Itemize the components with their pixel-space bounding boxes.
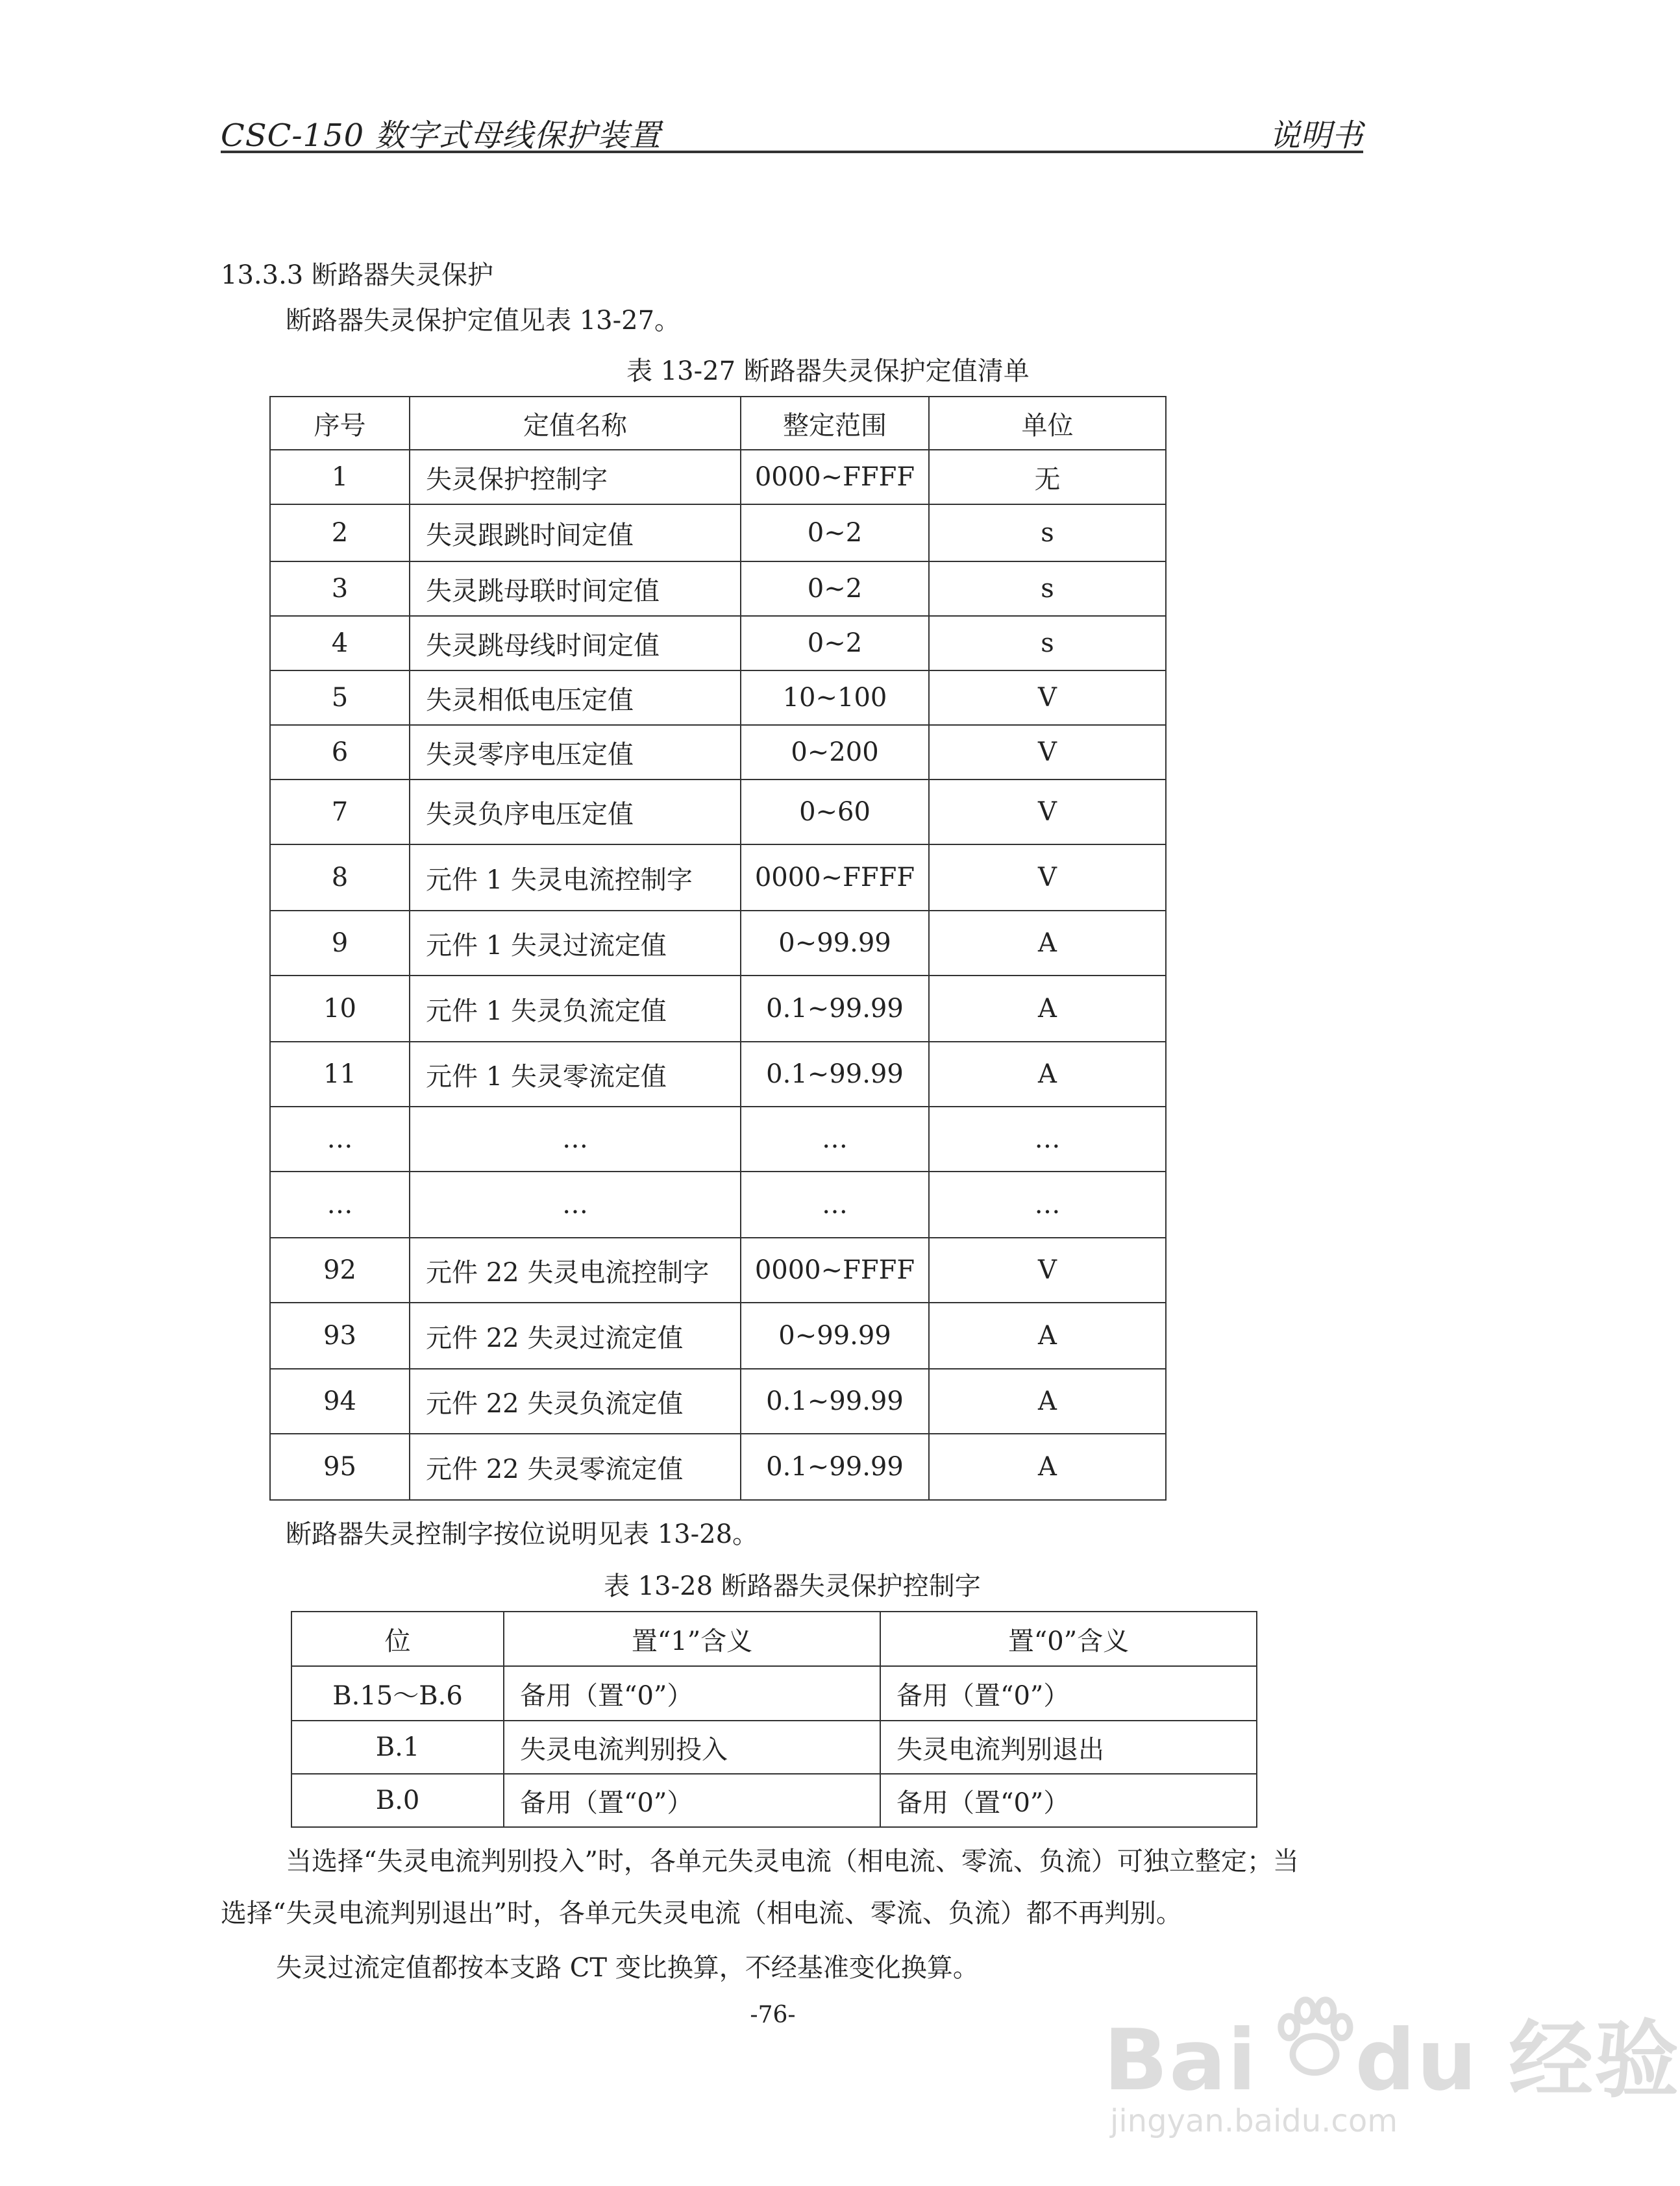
cell-unit: … [929, 1107, 1166, 1172]
cell-range: 0~2 [741, 561, 929, 616]
baidu-watermark [1104, 1993, 1680, 2148]
watermark-logo [1104, 1993, 1680, 2114]
table-header-row [291, 1612, 1257, 1666]
cell-range: 0.1~99.99 [741, 1369, 929, 1434]
settings-table [269, 396, 1167, 1501]
table2-reference: 断路器失灵控制字按位说明见表 13-28。 [286, 1519, 759, 1549]
table-row [270, 1434, 1166, 1500]
cell-bit: B.15～B.6 [291, 1666, 504, 1721]
cell-range: 0.1~99.99 [741, 976, 929, 1042]
cell-range: 0~60 [741, 780, 929, 844]
table-row [270, 616, 1166, 670]
cell-set1-meaning: 备用（置“0”） [504, 1774, 880, 1827]
cell-unit: A [929, 976, 1166, 1042]
column-header: 置“1”含义 [504, 1612, 880, 1666]
body-paragraph-line2: 选择“失灵电流判别退出”时，各单元失灵电流（相电流、零流、负流）都不再判别。 [221, 1898, 1182, 1928]
cell-setting-name: 失灵跟跳时间定值 [410, 504, 741, 561]
cell-range: 0.1~99.99 [741, 1434, 929, 1500]
cell-unit: s [929, 561, 1166, 616]
cell-setting-name: 失灵负序电压定值 [410, 780, 741, 844]
cell-setting-name: 元件 22 失灵过流定值 [410, 1303, 741, 1369]
table1-caption: 表 13-27 断路器失灵保护定值清单 [626, 356, 1030, 386]
table-row [270, 1369, 1166, 1434]
cell-setting-name: 失灵保护控制字 [410, 450, 741, 504]
cell-setting-name: 失灵相低电压定值 [410, 670, 741, 725]
table-row [270, 1303, 1166, 1369]
cell-range: 0~200 [741, 725, 929, 780]
cell-range: 0~2 [741, 504, 929, 561]
cell-set0-meaning: 失灵电流判别退出 [880, 1721, 1257, 1774]
cell-unit: A [929, 1369, 1166, 1434]
cell-range: … [741, 1172, 929, 1238]
paw-icon [1269, 1993, 1360, 2083]
cell-index: 3 [270, 561, 410, 616]
cell-range: 0~99.99 [741, 1303, 929, 1369]
section-heading: 13.3.3 断路器失灵保护 [221, 260, 493, 290]
table-row [270, 844, 1166, 911]
column-header: 位 [291, 1612, 504, 1666]
cell-bit: B.0 [291, 1774, 504, 1827]
table-row [270, 1238, 1166, 1303]
section-intro: 断路器失灵保护定值见表 13-27。 [286, 306, 681, 336]
cell-index: … [270, 1172, 410, 1238]
table-row [270, 1042, 1166, 1107]
cell-unit: … [929, 1172, 1166, 1238]
cell-setting-name: 元件 22 失灵电流控制字 [410, 1238, 741, 1303]
cell-range: 0.1~99.99 [741, 1042, 929, 1107]
table-row [270, 450, 1166, 504]
cell-index: 8 [270, 844, 410, 911]
cell-unit: s [929, 616, 1166, 670]
column-header: 序号 [270, 397, 410, 450]
cell-setting-name: 元件 1 失灵电流控制字 [410, 844, 741, 911]
cell-unit: V [929, 1238, 1166, 1303]
cell-unit: A [929, 1042, 1166, 1107]
cell-index: 2 [270, 504, 410, 561]
header-divider [221, 151, 1363, 153]
table-row [270, 561, 1166, 616]
cell-range: 10~100 [741, 670, 929, 725]
watermark-logo-right: du 经验 [1355, 2011, 1680, 2109]
cell-range: 0000~FFFF [741, 1238, 929, 1303]
body-paragraph-line1: 当选择“失灵电流判别投入”时，各单元失灵电流（相电流、零流、负流）可独立整定；当 [286, 1847, 1299, 1876]
cell-range: 0~99.99 [741, 911, 929, 976]
cell-unit: V [929, 844, 1166, 911]
column-header: 整定范围 [741, 397, 929, 450]
cell-index: 93 [270, 1303, 410, 1369]
cell-range: 0~2 [741, 616, 929, 670]
cell-index: 11 [270, 1042, 410, 1107]
cell-index: 5 [270, 670, 410, 725]
table-row-ellipsis [270, 1172, 1166, 1238]
cell-setting-name: 元件 1 失灵过流定值 [410, 911, 741, 976]
cell-set1-meaning: 备用（置“0”） [504, 1666, 880, 1721]
cell-set0-meaning: 备用（置“0”） [880, 1774, 1257, 1827]
cell-index: 6 [270, 725, 410, 780]
cell-index: 94 [270, 1369, 410, 1434]
cell-set0-meaning: 备用（置“0”） [880, 1666, 1257, 1721]
cell-set1-meaning: 失灵电流判别投入 [504, 1721, 880, 1774]
cell-setting-name: 元件 22 失灵零流定值 [410, 1434, 741, 1500]
page-number: -76- [750, 2002, 796, 2028]
cell-unit: V [929, 780, 1166, 844]
cell-setting-name: 元件 1 失灵负流定值 [410, 976, 741, 1042]
cell-unit: V [929, 725, 1166, 780]
column-header: 单位 [929, 397, 1166, 450]
table-row [291, 1774, 1257, 1827]
table-row [270, 911, 1166, 976]
cell-range: 0000~FFFF [741, 450, 929, 504]
cell-index: 4 [270, 616, 410, 670]
cell-unit: 无 [929, 450, 1166, 504]
cell-bit: B.1 [291, 1721, 504, 1774]
control-word-table [291, 1611, 1257, 1828]
cell-range: … [741, 1107, 929, 1172]
cell-index: 95 [270, 1434, 410, 1500]
header-title: CSC-150 数字式母线保护装置 [221, 117, 661, 154]
header-doc-type: 说明书 [1268, 117, 1363, 154]
cell-index: 7 [270, 780, 410, 844]
table-row [270, 976, 1166, 1042]
cell-setting-name: 失灵零序电压定值 [410, 725, 741, 780]
cell-index: 10 [270, 976, 410, 1042]
table2-caption: 表 13-28 断路器失灵保护控制字 [604, 1571, 981, 1601]
column-header: 置“0”含义 [880, 1612, 1257, 1666]
column-header: 定值名称 [410, 397, 741, 450]
cell-setting-name: 失灵跳母联时间定值 [410, 561, 741, 616]
cell-setting-name: 失灵跳母线时间定值 [410, 616, 741, 670]
body-paragraph-line3: 失灵过流定值都按本支路 CT 变比换算，不经基准变化换算。 [276, 1953, 979, 1983]
table-row [270, 725, 1166, 780]
watermark-url: jingyan.baidu.com [1110, 2103, 1398, 2139]
cell-setting-name: … [410, 1107, 741, 1172]
cell-unit: A [929, 1434, 1166, 1500]
table-row [291, 1666, 1257, 1721]
cell-setting-name: 元件 22 失灵负流定值 [410, 1369, 741, 1434]
table-row [270, 670, 1166, 725]
cell-index: 1 [270, 450, 410, 504]
cell-setting-name: 元件 1 失灵零流定值 [410, 1042, 741, 1107]
table-row [270, 780, 1166, 844]
table-row [270, 504, 1166, 561]
cell-unit: s [929, 504, 1166, 561]
table-row-ellipsis [270, 1107, 1166, 1172]
cell-index: 9 [270, 911, 410, 976]
cell-range: 0000~FFFF [741, 844, 929, 911]
table-row [291, 1721, 1257, 1774]
cell-unit: V [929, 670, 1166, 725]
cell-unit: A [929, 1303, 1166, 1369]
watermark-logo-left: Bai [1104, 2011, 1258, 2109]
table-header-row [270, 397, 1166, 450]
cell-setting-name: … [410, 1172, 741, 1238]
cell-index: … [270, 1107, 410, 1172]
cell-index: 92 [270, 1238, 410, 1303]
cell-unit: A [929, 911, 1166, 976]
